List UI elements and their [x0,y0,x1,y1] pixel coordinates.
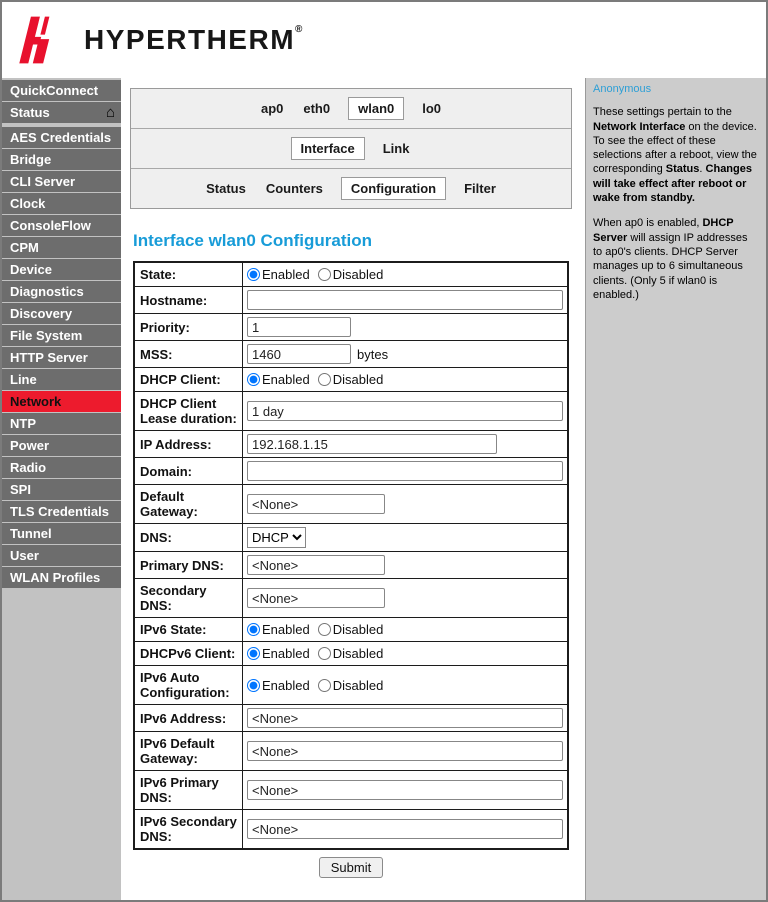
default-gateway-input[interactable] [247,494,385,514]
home-icon: ⌂ [105,104,115,121]
sidebar-item-user[interactable] [2,545,121,566]
sidebar-item-label: TLS Credentials [10,504,109,519]
help-paragraph: These settings pertain to the Network Interface on the device. To see the effect of these selections after a reboot, view the corresponding Status. Changes will take effect after reboot or wake from standby. [593,106,757,205]
field-label-dns: DNS: [134,524,243,552]
sidebar-item-radio[interactable] [2,457,121,478]
main-content [121,78,585,900]
interface-select-row [131,89,571,128]
table-row [134,262,568,287]
ipv6-state-enabled-radio-label: Enabled [247,622,310,637]
sidebar-item-cli-server[interactable] [2,171,121,192]
sidebar-item-label: Diagnostics [10,284,84,299]
table-row [134,810,568,850]
dns-select[interactable] [247,527,306,548]
header [2,2,766,78]
sidebar-item-label: CPM [10,240,39,255]
table-row [134,552,568,579]
table-row [134,618,568,642]
sidebar-item-spi[interactable] [2,479,121,500]
page-title: Interface wlan0 Configuration [133,231,372,250]
ipv6-secondary-dns-input[interactable] [247,819,563,839]
sidebar-item-ntp[interactable] [2,413,121,434]
field-value-ipv6-default-gateway [243,732,569,771]
sidebar-item-tunnel[interactable] [2,523,121,544]
sidebar-item-label: HTTP Server [10,350,88,365]
sidebar-item-line[interactable] [2,369,121,390]
sidebar-item-label: SPI [10,482,31,497]
table-row [134,341,568,368]
tab-wlan0[interactable]: wlan0 [348,97,404,120]
field-label-secondary-dns: Secondary DNS: [134,579,243,618]
tab-link[interactable]: Link [382,141,410,156]
sidebar-item-label: WLAN Profiles [10,570,101,585]
view-select-row [131,168,571,208]
field-label-ipv6-address: IPv6 Address: [134,705,243,732]
sidebar-item-diagnostics[interactable] [2,281,121,302]
field-label-default-gateway: Default Gateway: [134,485,243,524]
field-value-domain [243,458,569,485]
sidebar-item-label: Line [10,372,37,387]
table-row [134,705,568,732]
sidebar-item-label: Discovery [10,306,73,321]
field-label-domain: Domain: [134,458,243,485]
tab-counters[interactable]: Counters [265,181,323,196]
ipv6-auto-configuration-disabled-radio[interactable] [318,679,331,692]
ipv6-primary-dns-input[interactable] [247,780,563,800]
table-row [134,732,568,771]
sidebar-item-wlan-profiles[interactable] [2,567,121,588]
sidebar-item-label: File System [10,328,83,343]
ipv6-auto-configuration-disabled-radio-label: Disabled [318,678,384,693]
sidebar-item-quickconnect[interactable] [2,80,121,101]
field-label-dhcp-client: DHCP Client: [134,368,243,392]
field-value-ipv6-auto-configuration [243,666,569,705]
field-label-ipv6-secondary-dns: IPv6 Secondary DNS: [134,810,243,850]
state-disabled-radio-label: Disabled [318,267,384,282]
table-row [134,287,568,314]
table-row [134,771,568,810]
field-value-ipv6-primary-dns [243,771,569,810]
brand-text: HYPERTHERM [84,24,296,55]
sidebar-item-status[interactable] [2,102,121,123]
field-value-dhcp-client-lease-duration [243,392,569,431]
dhcp-client-lease-duration-input[interactable] [247,401,563,421]
submit-button[interactable]: Submit [319,857,383,878]
dhcpv6-client-disabled-radio[interactable] [318,647,331,660]
state-enabled-radio-label: Enabled [247,267,310,282]
domain-input[interactable] [247,461,563,481]
help-text [593,105,759,302]
field-label-mss: MSS: [134,341,243,368]
ipv6-state-disabled-radio-label: Disabled [318,622,384,637]
dhcp-client-disabled-radio[interactable] [318,373,331,386]
dhcp-client-enabled-radio[interactable] [247,373,260,386]
field-value-state [243,262,569,287]
dhcp-client-enabled-radio-label: Enabled [247,372,310,387]
field-value-secondary-dns [243,579,569,618]
secondary-dns-input[interactable] [247,588,385,608]
ipv6-state-enabled-radio[interactable] [247,623,260,636]
ip-address-input[interactable] [247,434,497,454]
brand-trademark: ® [295,24,304,35]
interface-tab-box [130,88,572,209]
dhcpv6-client-enabled-radio-label: Enabled [247,646,310,661]
sidebar-item-http-server[interactable] [2,347,121,368]
hypertherm-h-logo [17,12,71,68]
field-label-ipv6-primary-dns: IPv6 Primary DNS: [134,771,243,810]
sidebar-item-label: Device [10,262,52,277]
field-label-ipv6-state: IPv6 State: [134,618,243,642]
ipv6-state-disabled-radio[interactable] [318,623,331,636]
mss-input[interactable] [247,344,351,364]
field-value-ipv6-address [243,705,569,732]
tab-status[interactable]: Status [206,181,246,196]
field-label-priority: Priority: [134,314,243,341]
sidebar-item-file-system[interactable] [2,325,121,346]
configuration-table [133,261,569,850]
sidebar-item-network[interactable] [2,391,121,412]
sidebar-item-label: Clock [10,196,46,211]
field-value-default-gateway [243,485,569,524]
submit-row [133,857,569,878]
field-label-state: State: [134,262,243,287]
table-row [134,485,568,524]
tab-ap0[interactable]: ap0 [260,101,284,116]
sidebar-item-cpm[interactable] [2,237,121,258]
field-label-dhcp-client-lease-duration: DHCP Client Lease duration: [134,392,243,431]
field-label-dhcpv6-client: DHCPv6 Client: [134,642,243,666]
table-row [134,458,568,485]
field-value-priority [243,314,569,341]
sidebar-item-label: AES Credentials [10,130,112,145]
ipv6-default-gateway-input[interactable] [247,741,563,761]
field-value-dhcp-client [243,368,569,392]
sidebar-item-tls-credentials[interactable] [2,501,121,522]
sidebar-item-label: QuickConnect [10,83,99,98]
sidebar-item-label: Status [10,105,50,120]
table-row [134,524,568,552]
field-label-primary-dns: Primary DNS: [134,552,243,579]
field-label-ipv6-default-gateway: IPv6 Default Gateway: [134,732,243,771]
sidebar-item-clock[interactable] [2,193,121,214]
sidebar-item-label: Radio [10,460,47,475]
tab-lo0[interactable]: lo0 [422,101,442,116]
field-value-mss [243,341,569,368]
tab-interface[interactable]: Interface [291,137,365,160]
content-columns [2,78,766,900]
hostname-input[interactable] [247,290,563,310]
state-enabled-radio[interactable] [247,268,260,281]
primary-dns-input[interactable] [247,555,385,575]
sidebar-item-bridge[interactable] [2,149,121,170]
ipv6-auto-configuration-enabled-radio[interactable] [247,679,260,692]
dhcp-client-disabled-radio-label: Disabled [318,372,384,387]
table-row [134,666,568,705]
field-value-ipv6-secondary-dns [243,810,569,850]
field-value-hostname [243,287,569,314]
sidebar-item-label: Bridge [10,152,52,167]
table-row [134,392,568,431]
state-disabled-radio[interactable] [318,268,331,281]
sidebar-item-label: Network [10,394,62,409]
brand-name [84,24,304,56]
ipv6-address-input[interactable] [247,708,563,728]
table-row [134,368,568,392]
sidebar-item-aes-credentials[interactable] [2,127,121,148]
logged-in-user-link[interactable]: Anonymous [593,83,652,95]
field-label-ipv6-auto-configuration: IPv6 Auto Configuration: [134,666,243,705]
sidebar-item-device[interactable] [2,259,121,280]
tab-eth0[interactable]: eth0 [303,101,331,116]
dhcpv6-client-disabled-radio-label: Disabled [318,646,384,661]
sidebar-item-label: ConsoleFlow [10,218,91,233]
tab-configuration[interactable]: Configuration [341,177,446,200]
field-label-hostname: Hostname: [134,287,243,314]
field-value-ipv6-state [243,618,569,642]
sidebar-item-label: NTP [10,416,36,431]
field-value-dns [243,524,569,552]
sidebar-item-label: Power [10,438,50,453]
tab-filter[interactable]: Filter [464,181,496,196]
dhcpv6-client-enabled-radio[interactable] [247,647,260,660]
table-row [134,642,568,666]
priority-input[interactable] [247,317,351,337]
field-value-primary-dns [243,552,569,579]
sidebar-item-label: User [10,548,39,563]
table-row [134,314,568,341]
help-paragraph: When ap0 is enabled, DHCP Server will assign IP addresses to ap0's clients. DHCP Server manages up to 6 simultaneous clients. (Only 5 if wlan0 is enabled.) [593,217,748,301]
field-value-dhcpv6-client [243,642,569,666]
sidebar-item-power[interactable] [2,435,121,456]
sidebar-item-label: Tunnel [10,526,52,541]
sidebar-item-consoleflow[interactable] [2,215,121,236]
table-row [134,579,568,618]
help-panel [585,78,766,900]
mss-suffix: bytes [357,346,389,362]
sidebar-item-discovery[interactable] [2,303,121,324]
section-select-row [131,128,571,168]
nav-sidebar [2,78,121,900]
table-row [134,431,568,458]
field-value-ip-address [243,431,569,458]
field-label-ip-address: IP Address: [134,431,243,458]
sidebar-item-label: CLI Server [10,174,76,189]
ipv6-auto-configuration-enabled-radio-label: Enabled [247,678,310,693]
